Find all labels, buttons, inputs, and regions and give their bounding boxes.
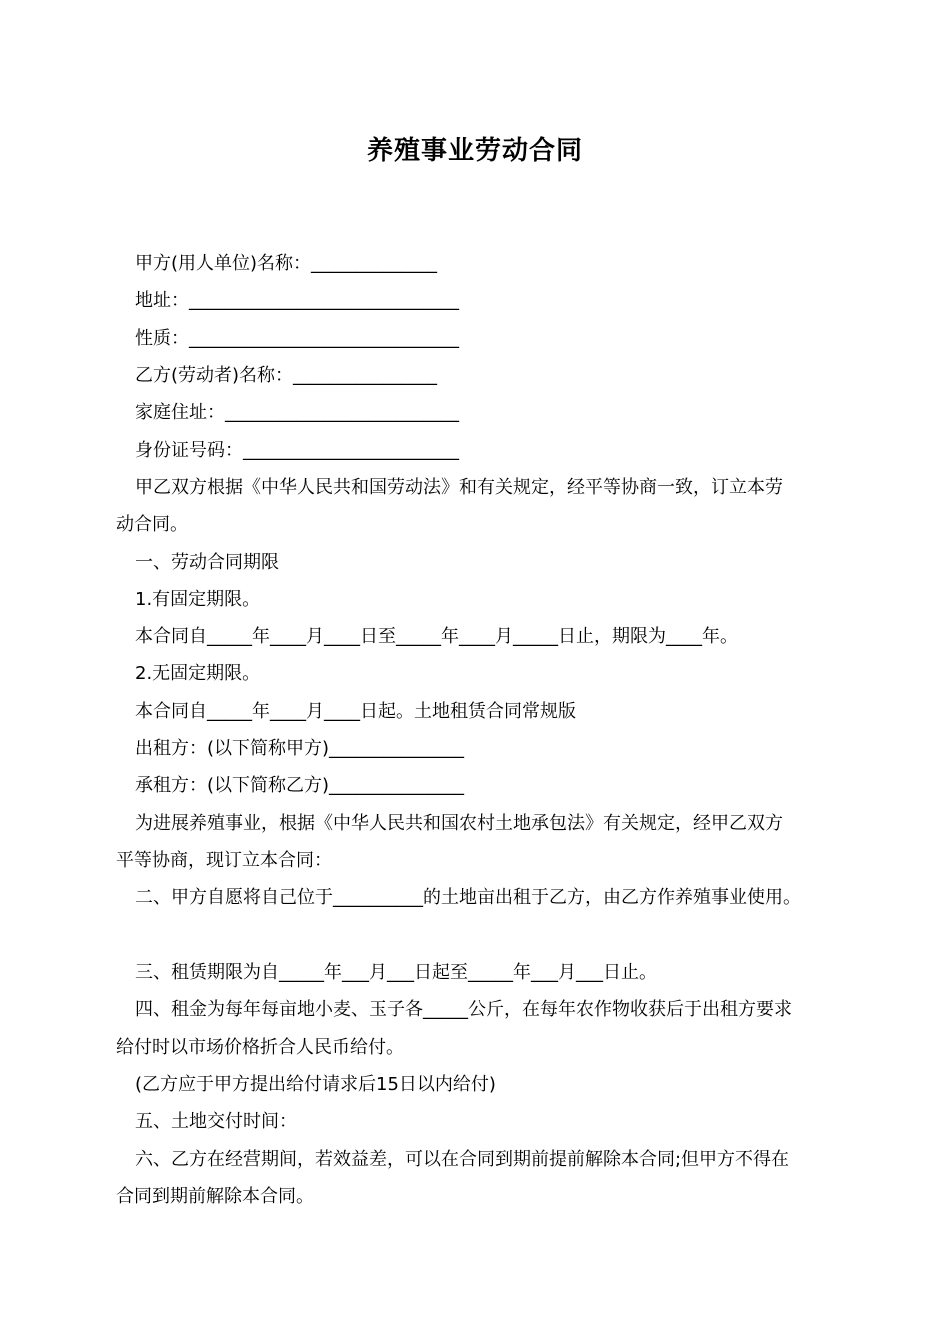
section-4-line-2: 给付时以市场价格折合人民币给付。 [116,1037,404,1058]
open-term-dates-line: 本合同自_____年____月____日起。土地租赁合同常规版 [135,701,576,722]
section-6-line-1: 六、乙方在经营期间，若效益差，可以在合同到期前提前解除本合同;但甲方不得在 [135,1149,790,1170]
fixed-term-dates-line: 本合同自_____年____月____日至_____年____月_____日止，期限为____年。 [135,626,738,647]
document-title: 养殖事业劳动合同 [366,136,583,166]
party-a-name-line: 甲方(用人单位)名称：______________ [135,253,438,274]
clause-open-term: 2.无固定期限。 [135,663,261,684]
section-6-line-2: 合同到期前解除本合同。 [116,1186,314,1207]
lease-preamble-line-2: 平等协商，现订立本合同： [116,850,332,871]
preamble-line-1: 甲乙双方根据《中华人民共和国劳动法》和有关规定，经平等协商一致，订立本劳 [135,477,783,498]
clause-fixed-term: 1.有固定期限。 [135,589,261,610]
section-2-line: 二、甲方自愿将自己位于__________的土地亩出租于乙方，由乙方作养殖事业使用。 [135,887,801,908]
lease-preamble-line-1: 为进展养殖事业，根据《中华人民共和国农村土地承包法》有关规定，经甲乙双方 [135,813,783,834]
section-4-note: (乙方应于甲方提出给付请求后15日以内给付) [135,1074,496,1095]
party-a-nature-line: 性质：______________________________ [135,328,459,349]
section-1-heading: 一、劳动合同期限 [135,552,279,573]
party-b-name-line: 乙方(劳动者)名称：________________ [135,365,438,386]
party-b-home-address-line: 家庭住址：__________________________ [135,402,459,423]
party-b-id-number-line: 身份证号码：________________________ [135,440,459,461]
lessor-line: 出租方：(以下简称甲方)_______________ [135,738,465,759]
lessee-line: 承租方：(以下简称乙方)_______________ [135,775,465,796]
preamble-line-2: 动合同。 [116,514,188,535]
party-a-address-line: 地址：______________________________ [135,290,459,311]
section-3-line: 三、租赁期限为自_____年___月___日起至_____年___月___日止。 [135,962,657,983]
section-4-line-1: 四、租金为每年每亩地小麦、玉子各_____公斤，在每年农作物收获后于出租方要求 [135,999,792,1020]
section-5-line: 五、土地交付时间： [135,1111,297,1132]
